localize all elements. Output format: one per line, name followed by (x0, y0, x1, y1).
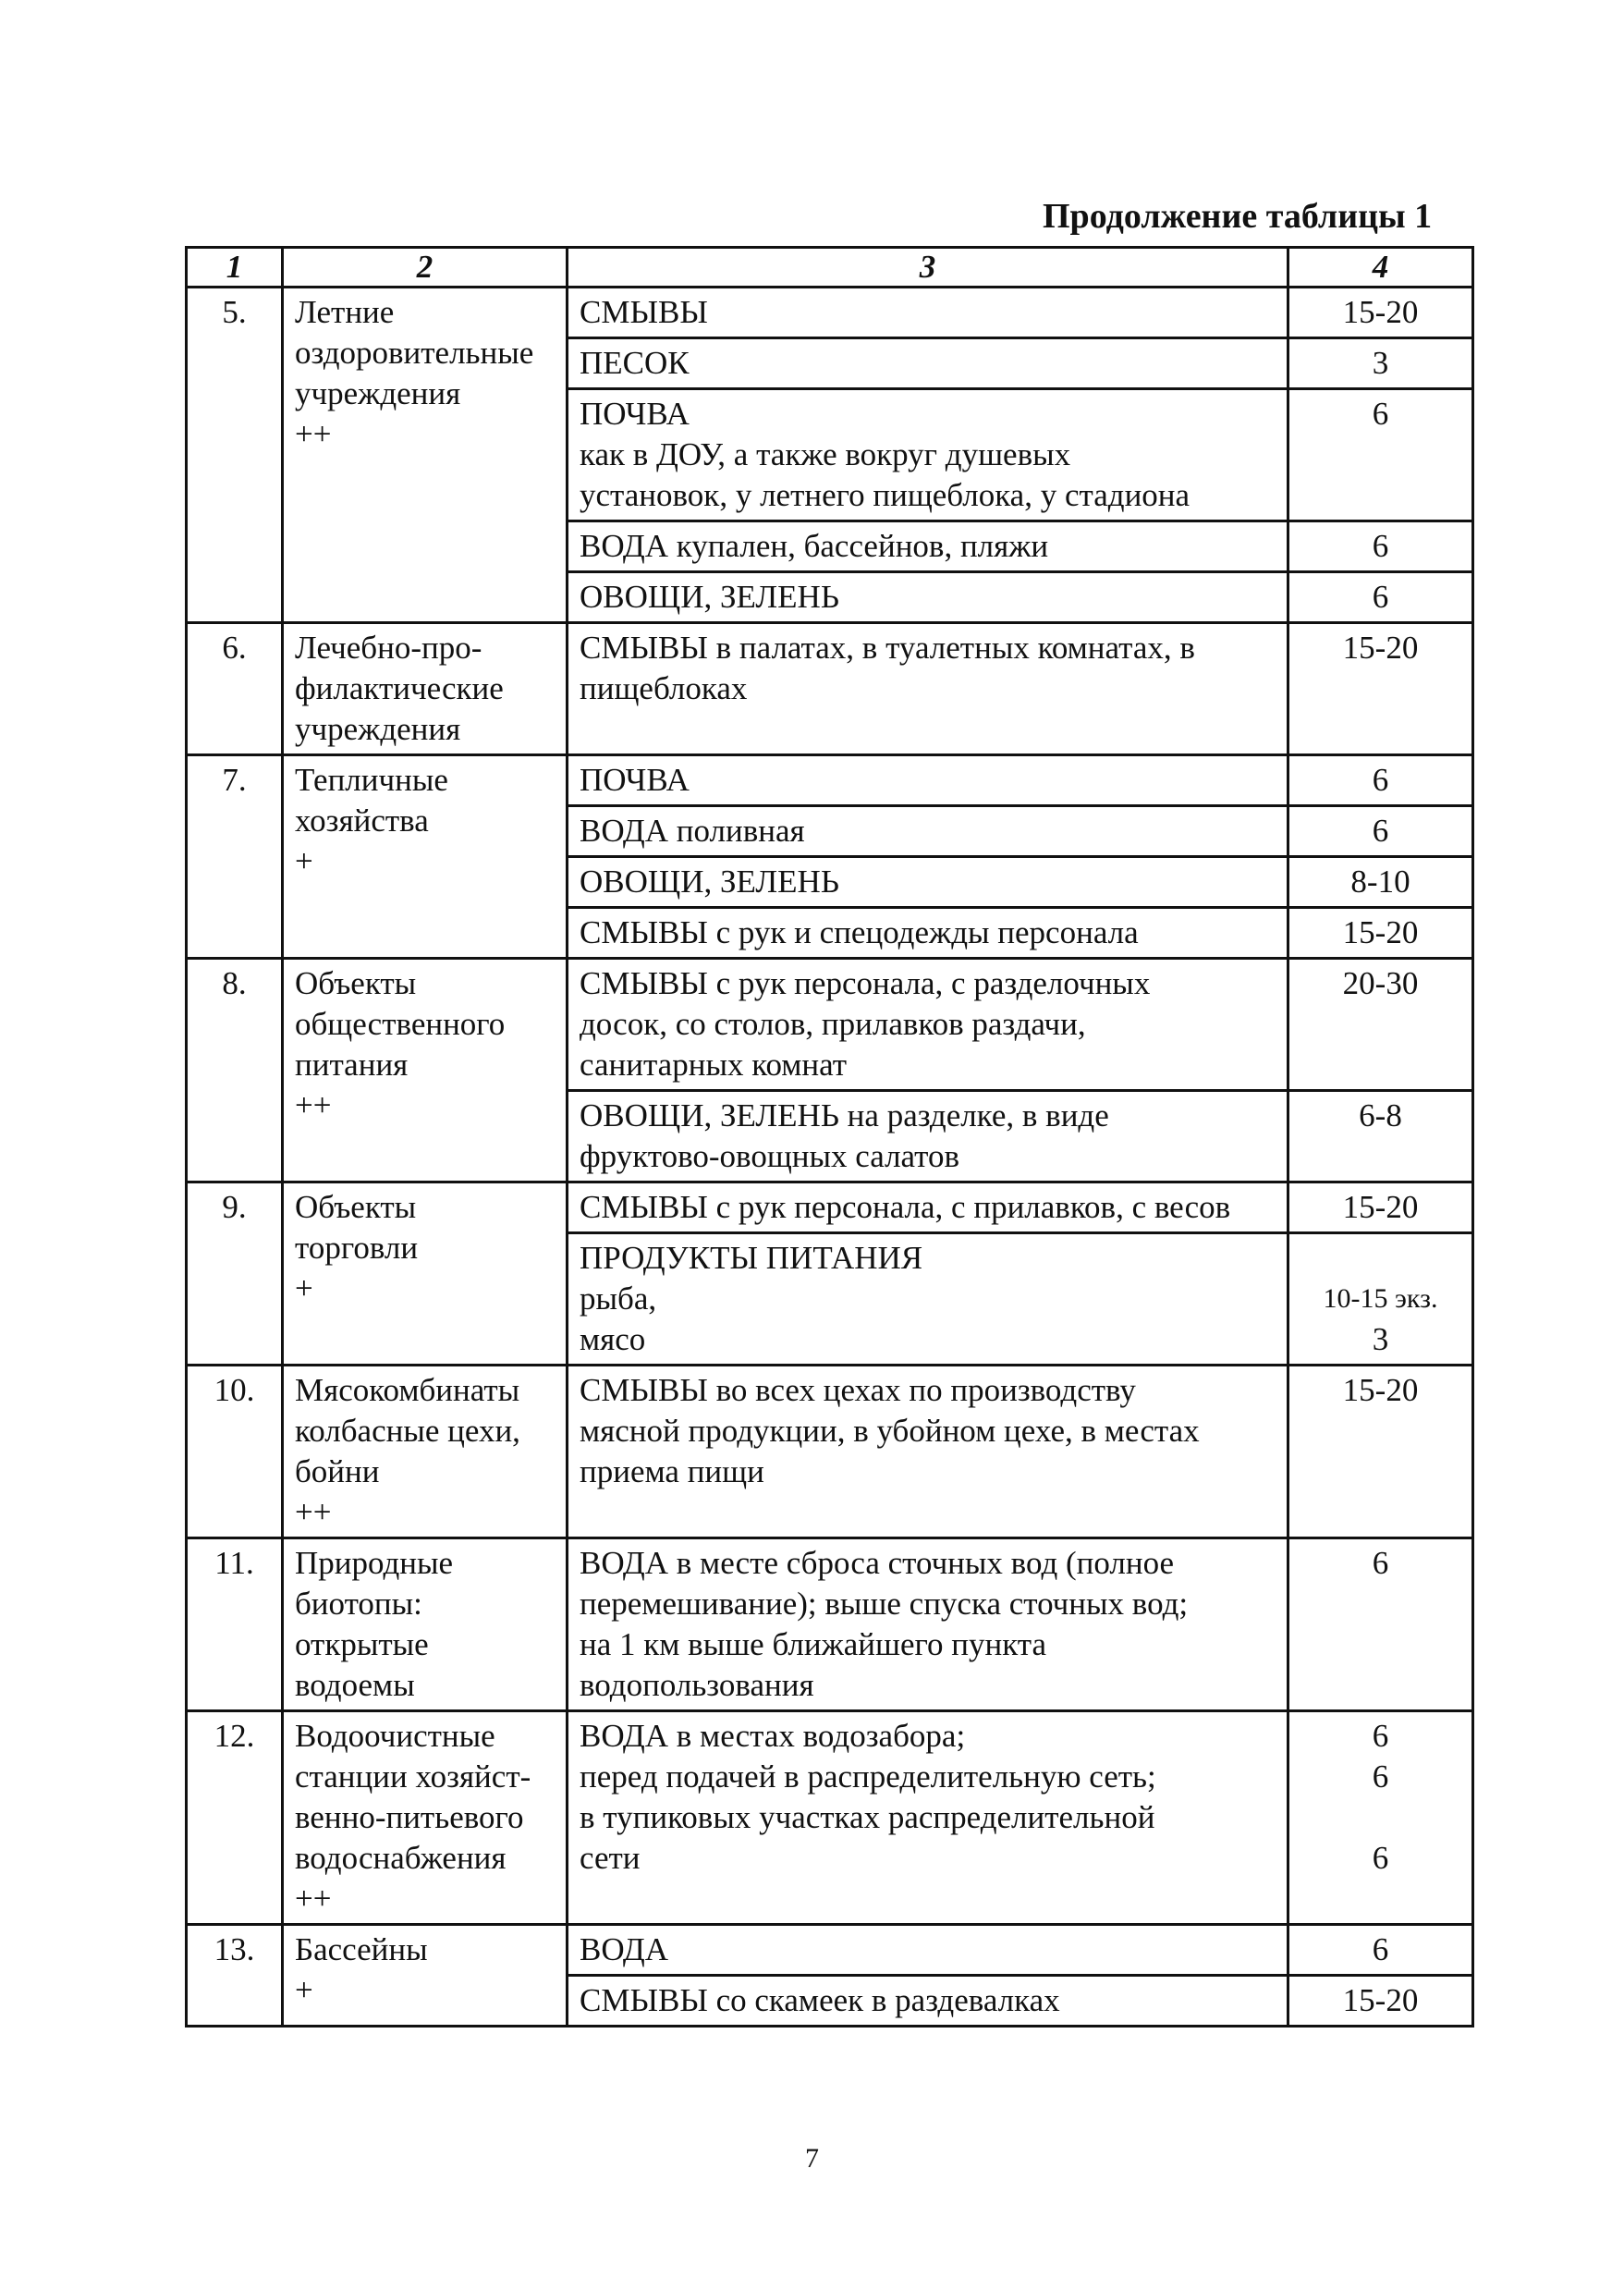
sample-line: мясо (580, 1321, 646, 1357)
sample-line: ПРОДУКТЫ ПИТАНИЯ (580, 1240, 923, 1276)
sample-cell (568, 1366, 1288, 1538)
sample-line: фруктово-овощных салатов (580, 1138, 960, 1174)
object-line: Природные (295, 1545, 454, 1581)
object-line: ++ (295, 1881, 332, 1917)
sample-line: ОВОЩИ, ЗЕЛЕНЬ (580, 864, 839, 900)
sample-line: санитарных комнат (580, 1047, 848, 1083)
sample-cell (568, 623, 1288, 755)
count-cell (1288, 1366, 1473, 1538)
sample-line: ПОЧВА (580, 396, 690, 432)
data-table (185, 246, 1474, 2028)
object-line: Летние (295, 294, 395, 330)
count-line: 15-20 (1342, 914, 1419, 950)
sample-line: ВОДА (580, 1931, 669, 1967)
table-row (187, 959, 1473, 1091)
sample-cell (568, 755, 1288, 806)
sample-line: СМЫВЫ со скамеек в раздевалках (580, 1982, 1060, 2018)
sample-line: ВОДА поливная (580, 813, 805, 849)
sample-cell (568, 908, 1288, 959)
object-cell (283, 755, 568, 959)
table-row (187, 1538, 1473, 1711)
object-line: бойни (295, 1453, 380, 1489)
object-cell (283, 623, 568, 755)
sample-line: ВОДА в местах водозабора; (580, 1718, 966, 1754)
count-cell (1288, 1711, 1473, 1925)
sample-cell (568, 1182, 1288, 1233)
count-cell (1288, 1538, 1473, 1711)
row-number-cell: 6. (187, 623, 283, 755)
count-cell (1288, 521, 1473, 572)
object-line: хозяйства (295, 802, 429, 839)
row-number-cell: 11. (187, 1538, 283, 1711)
object-line: Объекты (295, 965, 417, 1001)
object-cell (283, 288, 568, 623)
table-caption: Продолжение таблицы 1 (1043, 197, 1433, 236)
sample-line: перемешивание); выше спуска сточных вод; (580, 1586, 1189, 1622)
sample-cell (568, 288, 1288, 338)
object-line: колбасные цехи, (295, 1413, 520, 1449)
object-line: Лечебно-про- (295, 630, 482, 666)
sample-cell (568, 521, 1288, 572)
sample-line: СМЫВЫ с рук и спецодежды персонала (580, 914, 1139, 950)
count-line: 8-10 (1350, 864, 1410, 900)
count-line: 6 (1372, 528, 1389, 564)
object-line: торговли (295, 1230, 419, 1266)
object-line: Объекты (295, 1189, 417, 1225)
object-cell (283, 1711, 568, 1925)
object-line: ++ (295, 1494, 332, 1530)
object-cell (283, 1182, 568, 1366)
object-line: филактические (295, 670, 504, 706)
sample-line: перед подачей в распределительную сеть; (580, 1758, 1156, 1795)
count-line: 6 (1372, 1545, 1389, 1581)
table-row (187, 288, 1473, 338)
count-line: 15-20 (1342, 1189, 1419, 1225)
object-line: общественного (295, 1006, 506, 1042)
object-cell (283, 959, 568, 1182)
count-cell (1288, 389, 1473, 521)
sample-line: ВОДА в месте сброса сточных вод (полное (580, 1545, 1175, 1581)
count-cell (1288, 1925, 1473, 1976)
count-line: 6 (1372, 396, 1389, 432)
sample-line: СМЫВЫ с рук персонала, с разделочных (580, 965, 1151, 1001)
sample-line: СМЫВЫ во всех цехах по производству (580, 1372, 1136, 1408)
count-cell (1288, 623, 1473, 755)
page-number: 7 (805, 2143, 819, 2174)
object-line: ++ (295, 1087, 332, 1123)
sample-line: СМЫВЫ в палатах, в туалетных комнатах, в (580, 630, 1195, 666)
count-cell (1288, 338, 1473, 389)
count-line: 10-15 экз. (1323, 1283, 1438, 1314)
count-cell (1288, 1091, 1473, 1182)
sample-cell (568, 806, 1288, 857)
sample-cell (568, 572, 1288, 623)
object-line: учреждения (295, 375, 461, 411)
sample-cell (568, 389, 1288, 521)
count-cell (1288, 1233, 1473, 1366)
table-row (187, 1925, 1473, 1976)
count-line: 15-20 (1342, 294, 1419, 330)
count-line: 6 (1372, 762, 1389, 798)
count-line: 6 (1372, 1840, 1389, 1876)
object-line: Бассейны (295, 1931, 428, 1967)
object-line: Мясокомбинаты (295, 1372, 520, 1408)
object-line: ++ (295, 416, 332, 452)
object-line: + (295, 1972, 313, 2008)
count-cell (1288, 959, 1473, 1091)
count-line: 6-8 (1359, 1097, 1402, 1133)
count-line: 15-20 (1342, 1372, 1419, 1408)
count-cell (1288, 1182, 1473, 1233)
sample-line: ПОЧВА (580, 762, 690, 798)
row-number-cell: 5. (187, 288, 283, 623)
object-line: станции хозяйст- (295, 1758, 531, 1795)
sample-line: СМЫВЫ (580, 294, 708, 330)
object-line: + (295, 843, 313, 879)
table-row (187, 1182, 1473, 1233)
sample-cell (568, 1091, 1288, 1182)
sample-line: водопользования (580, 1667, 814, 1703)
object-line: учреждения (295, 711, 461, 747)
object-line: венно-питьевого (295, 1799, 524, 1835)
table-row (187, 1711, 1473, 1925)
sample-line: в тупиковых участках распределительной (580, 1799, 1155, 1835)
sample-line: как в ДОУ, а также вокруг душевых (580, 436, 1071, 472)
count-cell (1288, 908, 1473, 959)
sample-line: ВОДА купален, бассейнов, пляжи (580, 528, 1049, 564)
object-line: оздоровительные (295, 335, 534, 371)
sample-line: мясной продукции, в убойном цехе, в местах (580, 1413, 1200, 1449)
table-row (187, 755, 1473, 806)
object-line: водоемы (295, 1667, 415, 1703)
sample-cell (568, 1538, 1288, 1711)
count-cell (1288, 1976, 1473, 2027)
count-line: 6 (1372, 1758, 1389, 1795)
table-row (187, 623, 1473, 755)
row-number-cell: 13. (187, 1925, 283, 2027)
table-body (187, 288, 1473, 2027)
count-line: 15-20 (1342, 1982, 1419, 2018)
sample-line: ОВОЩИ, ЗЕЛЕНЬ (580, 579, 839, 615)
sample-line: приема пищи (580, 1453, 764, 1489)
sample-line: досок, со столов, прилавков раздачи, (580, 1006, 1086, 1042)
row-number-cell: 7. (187, 755, 283, 959)
count-line: 6 (1372, 1931, 1389, 1967)
sample-line: на 1 км выше ближайшего пункта (580, 1626, 1047, 1662)
column-header-1: 1 (187, 248, 283, 288)
row-number-cell: 8. (187, 959, 283, 1182)
object-cell (283, 1366, 568, 1538)
count-cell (1288, 755, 1473, 806)
row-number-cell: 12. (187, 1711, 283, 1925)
sample-line: ОВОЩИ, ЗЕЛЕНЬ на разделке, в виде (580, 1097, 1109, 1133)
count-cell (1288, 572, 1473, 623)
count-line: 20-30 (1342, 965, 1419, 1001)
object-line: открытые (295, 1626, 429, 1662)
table-row (187, 1366, 1473, 1538)
count-cell (1288, 288, 1473, 338)
sample-cell (568, 1233, 1288, 1366)
count-line (1300, 1797, 1460, 1838)
count-cell (1288, 806, 1473, 857)
sample-line: рыба, (580, 1280, 657, 1317)
count-line: 3 (1372, 345, 1389, 381)
object-line: водоснабжения (295, 1840, 507, 1876)
sample-cell (568, 857, 1288, 908)
count-line: 6 (1372, 1718, 1389, 1754)
row-number-cell: 10. (187, 1366, 283, 1538)
sample-line: сети (580, 1840, 641, 1876)
count-line: 6 (1372, 579, 1389, 615)
object-line: Водоочистные (295, 1718, 495, 1754)
table-header-row (187, 248, 1473, 288)
column-header-4: 4 (1288, 248, 1473, 288)
count-line: 3 (1372, 1321, 1389, 1357)
count-line: 15-20 (1342, 630, 1419, 666)
count-line (1300, 1238, 1460, 1279)
sample-cell (568, 1976, 1288, 2027)
object-line: биотопы: (295, 1586, 422, 1622)
object-line: + (295, 1270, 313, 1306)
sample-line: СМЫВЫ с рук персонала, с прилавков, с весов (580, 1189, 1231, 1225)
sample-cell (568, 959, 1288, 1091)
row-number-cell: 9. (187, 1182, 283, 1366)
sample-cell (568, 1925, 1288, 1976)
object-cell (283, 1538, 568, 1711)
column-header-2: 2 (283, 248, 568, 288)
object-line: Тепличные (295, 762, 448, 798)
column-header-3: 3 (568, 248, 1288, 288)
count-cell (1288, 857, 1473, 908)
sample-line: пищеблоках (580, 670, 748, 706)
count-line: 6 (1372, 813, 1389, 849)
sample-cell (568, 1711, 1288, 1925)
object-cell (283, 1925, 568, 2027)
object-line: питания (295, 1047, 409, 1083)
sample-line: установок, у летнего пищеблока, у стадиона (580, 477, 1191, 513)
sample-cell (568, 338, 1288, 389)
sample-line: ПЕСОК (580, 345, 690, 381)
